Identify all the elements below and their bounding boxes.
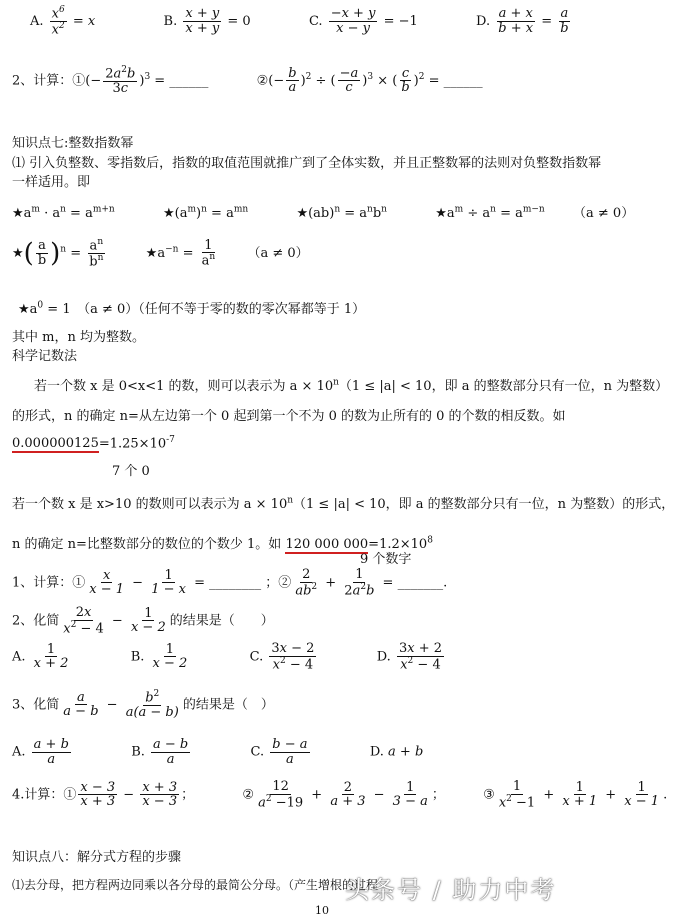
option-a: A. $\frac{x^6}{x^2}$ = x [30,5,96,38]
exercise-4: 4.计算：① $\frac{x - 3}{x + 3}$ − $\frac{x + 3}{x - 3}$ ； ② $\frac{12}{a^2 -19}$ + $\frac{2}{a + 3}$ − $\frac{1}{3 - a}$ ； ③ $\frac{1}{x^2 -1}$ + $\frac{1}{x + 1}$ + $\frac{1}{x - 1}$ . [12,779,668,810]
section7-intro-2: 一样适用。即 [12,175,91,190]
star-icon: ★ [12,206,24,221]
option-b: B. $\frac{x + y}{x + y}$ = 0 [163,6,251,36]
exercise-2: 2、化简 $\frac{2x}{x^2 - 4}$ − $\frac{1}{x - 2}$ 的结果是（ ） [12,605,274,636]
section7-intro-1: ⑴ 引入负整数、零指数后，指数的取值范围就推广到了全体实数，并且正整数幂的法则对负整数指数幂 [12,156,602,171]
option-d: D. $\frac{a + x}{b + x}$ = $\frac{a}{b}$ [476,6,569,36]
option-c: C. $\frac{-x + y}{x - y}$ = −1 [308,6,418,36]
sci-example-1: $0.000000125=1.25\times 10^{-7}$ [12,435,175,452]
section8-step1: ⑴去分母，把方程两边同乘以各分母的最简公分母。（产生增根的过程 [12,878,379,892]
zero-exponent-rule: $★a^0 = 1$ （a ≠ 0）（任何不等于零的数的零次幂都等于 1） [18,300,366,317]
page-number: 10 [315,904,329,917]
sci-para-4: n 的确定 n=比整数部分的数位的个数少 1。如 120 000 $000=1.2\times 10^8$ [12,535,433,552]
star-icon: ★ [145,245,158,261]
section7-title: 知识点七:整数指数幂 [12,136,134,151]
exercise-3: 3、化简 $\frac{a}{a - b}$ − $\frac{b^2}{a(a - b)}$ 的结果是（ ） [12,689,274,720]
watermark: 头条号 / 助力中考 [345,876,557,904]
sci-para-3: 若一个数 x 是 x>10 的数则可以表示为 $a \times 10^n(1 \le |a| < 10$，即 a 的整数部分只有一位，n 为整数）的形式， [12,495,674,512]
star-icon: ★ [296,206,309,221]
exercise-3-options: A. $\frac{a + b}{a}$ B. $\frac{a - b}{a}$ C. $\frac{b - a}{a}$ D. a + b [12,737,424,767]
star-icon: ★ [163,206,175,221]
sci-example-1-note: 7 个 0 [112,464,150,479]
sci-notation-heading: 科学记数法 [12,349,78,364]
star-icon: ★ [18,302,30,317]
exponent-rules-row2: ★( $\frac{a}{b}$ )$^n$ = $\frac{a^n}{b^n}$ $★a^{-n}$ = $\frac{1}{a^n}$ （a ≠ 0） [12,237,309,270]
exercise-2-options: A. $\frac{1}{x + 2}$ B. $\frac{1}{x - 2}$ C. $\frac{3x - 2}{x^2 - 4}$ D. $\frac{3x + 2}{x^2 - 4}$ [12,641,442,672]
star-icon: ★ [12,245,24,261]
exponent-rules-row1: $★a^m \cdot a^n = a^{m+n}$ $★(a^m)^n = a^{mn}$ ★(ab)$^n$ = $a^nb^n$ $★a^m \div a^n = a^{m-n}$ （a ≠ 0） [12,204,635,221]
sci-para-2: 的形式，n 的确定 n=从左边第一个 0 起到第一个不为 0 的数为止所有的 0 的个数的相反数。如 [12,409,566,424]
sci-para-1: 若一个数 x 是 0<x<1 的数，则可以表示为 $a \times 10^n(1 \le |a| < 10$，即 a 的整数部分只有一位，n 为整数） [34,377,669,394]
section8-title: 知识点八：解分式方程的步骤 [12,850,182,865]
star-icon: ★ [435,206,447,221]
q1-options-row [30,6,573,37]
exercise-1: 1、计算：① $\frac{x}{x - 1}$ − $\frac{1}{1 - x}$ = ________ ；② $\frac{2}{ab^2}$ + $\frac{1}{2a^2b}$ = _______. [12,567,448,598]
q2-calc-row: 2、计算：①(− $\frac{2a^2b}{3c}$ )$^3$ = ______ ②(− $\frac{b}{a}$ )$^2$ ÷ ( $\frac{-a}{c}$ )$^3$ × ( $\frac{c}{b}$ )$^2$ = ______ [12,65,483,96]
sci-example-2-note: 9 个数字 [360,552,412,567]
mn-integer-note: 其中 m，n 均为整数。 [12,330,145,345]
